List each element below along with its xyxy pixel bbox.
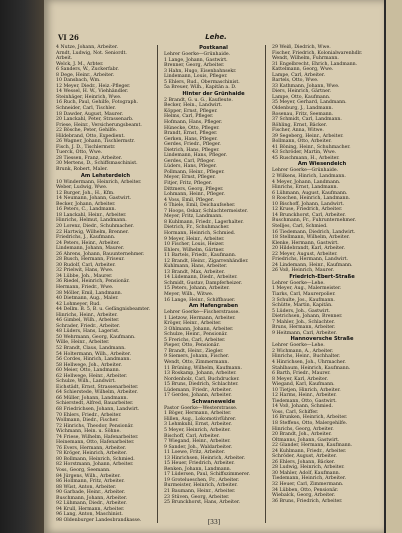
resident-entry: 94 Krull, Hermann, Arbeiter.: [56, 506, 125, 512]
street-heading: Am Lehsterdeich: [80, 172, 131, 179]
resident-entry: 7 Wiegand, Heinr., Arbeiter.: [164, 439, 231, 445]
resident-entry: Bollmann, Otto, Arbeiter.: [272, 139, 332, 145]
resident-entry: Hinrichs, Helmut, Landmann.: [56, 218, 127, 224]
resident-entry: Friedrichs, J., Kaufmann.: [56, 235, 116, 241]
resident-entry: Weber, Ludwig, Wwe.: [56, 185, 108, 191]
resident-entry: 18 Lanckahl, Heinr., Arbeiter.: [56, 212, 127, 218]
resident-entry: Gerdes, Friedr., Pfleger.: [164, 142, 221, 148]
resident-entry: 16 Tiedemann, Diedrich, Landwirt.: [272, 229, 356, 235]
resident-entry: 40 Dietmann, Aug., Maler.: [56, 296, 119, 302]
resident-entry: Köpper, Ernst, Pfleger.: [164, 108, 218, 114]
resident-entry: 26 Ehlers, Johann, Bäcker.: [272, 459, 336, 465]
resident-entry: Rosenau, Fritz, Seemann.: [272, 111, 334, 117]
resident-entry: Klenke, Hermann, Gastwirt.: [272, 240, 339, 246]
resident-entry: 20 Brandt, Joh., Arbeiter.: [272, 432, 332, 438]
resident-entry: Oldenburg, J., Landmann.: [272, 106, 334, 112]
resident-entry: 29 Weiß, Diedrich, Wwe.: [272, 45, 331, 50]
resident-entry: 60 Meier, Otto, Landmann.: [56, 368, 121, 374]
resident-entry: Fischer, Anna, Witwe.: [272, 128, 324, 134]
resident-entry: 1 Lietzow, Hermann, Arbeiter.: [164, 315, 236, 321]
resident-entry: 22 Hartwig, Wilhelm, Brenner.: [56, 229, 129, 235]
resident-entry: 76 Evers, Hermann, Arbeiter.: [56, 445, 127, 451]
resident-entry: Lohmann, Heinr., Pfleger.: [164, 192, 225, 198]
resident-entry: Lehrer Goerke—Lehe.: [272, 343, 325, 349]
resident-entry: Lüdemann, Friedr., Arbeiter.: [164, 387, 232, 393]
resident-entry: 23 Stüven, Georg, Arbeiter.: [164, 494, 230, 500]
resident-entry: 66 Müller, Johann, Landmann.: [56, 395, 128, 401]
resident-entry: 78 Kröger, Heinrich, Arbeiter.: [56, 451, 128, 457]
resident-entry: 15 Heuer, Friedrich, Arbeiter.: [164, 461, 235, 467]
resident-entry: Lampe, Carl, Arbeiter.: [272, 72, 325, 78]
directory-page: [44, 0, 384, 533]
resident-entry: 18 Dawder, August, Maurer.: [56, 111, 124, 117]
resident-entry: Lüders, Hans, Pfleger.: [164, 164, 217, 170]
resident-entry: 14 Voß, Johann, Schmied.: [272, 404, 333, 410]
resident-entry: 16 Ruch, Paul, Gehilfe, Fotograph.: [56, 100, 138, 106]
resident-entry: 30 Mertens, D., Schiffsmaschinist.: [56, 161, 138, 167]
resident-entry: Lindemann, Louis, Pfleger.: [164, 74, 228, 80]
resident-entry: 32 Heuer, Carl, Zimmermann.: [272, 482, 344, 488]
resident-entry: Schneider, Carl, Tischler.: [56, 106, 116, 112]
resident-entry: Schulze, Wilh., Landwirt.: [56, 379, 116, 385]
resident-entry: Hinrichs, Heinr., Arbeiter.: [56, 312, 118, 318]
resident-entry: Schierstedt, Alfred, Bauarbeiter.: [56, 401, 134, 407]
resident-entry: 22 Bösche, Peter, Gehilfe.: [56, 128, 118, 134]
resident-entry: Meyer, Ernst, Pfleger.: [164, 175, 216, 181]
resident-entry: Schröder, August, Arbeiter.: [272, 454, 337, 460]
resident-entry: 30 Mahler, Adolf, Kaufmann.: [272, 470, 341, 476]
street-heading: Am Hafengraben: [188, 303, 239, 310]
resident-entry: Kröger, Heinr., Arbeiter.: [164, 321, 222, 327]
resident-entry: Lehrer Goerke—Grünhaide.: [164, 52, 231, 57]
resident-entry: Wendt, Otto, Zimmermann.: [164, 359, 229, 365]
resident-entry: Hinrichs, Georg, Arbeiter.: [272, 426, 334, 432]
resident-entry: 12 Brandt, Heinr., Zigarrenhändler.: [164, 258, 249, 264]
resident-entry: Schmidt, Gustav, Dampferheizer.: [164, 280, 243, 286]
resident-entry: Kattelmann, Georg, Wwe.: [272, 67, 334, 73]
street-heading: Postkanal: [199, 45, 228, 51]
resident-entry: Tiedemann, Otto, Gastwirt.: [272, 398, 337, 404]
resident-entry: 4 Nutze, Johann, Arbeiter.: [56, 45, 119, 50]
resident-entry: 15 Peters, Johann, Arbeiter.: [164, 286, 230, 292]
address-columns: [56, 45, 374, 523]
resident-entry: 10 Fischer, Louis, Heizer.: [164, 242, 225, 248]
resident-entry: 64 Schierstede, Wilhelm, Arbeiter.: [56, 390, 138, 396]
resident-entry: 14 Neumann, Johann, Gastwirt.: [56, 196, 132, 202]
resident-entry: 35 Meyer, Gerhard, Landmann.: [272, 100, 347, 106]
resident-entry: 28 Ludwig, Heinrich, Arbeiter.: [272, 465, 345, 471]
resident-entry: Lehrer Goerke—Grünhaide.: [272, 168, 339, 174]
resident-entry: Welck, J. M., Arbter.: [56, 61, 104, 67]
resident-entry: 8 Roschen, Heinrich, Landmann.: [272, 196, 351, 202]
resident-entry: Voss, Georg, Seemann.: [56, 468, 111, 474]
resident-entry: 45 Ruschmann, H., Arbeiter.: [272, 155, 340, 161]
page-header: [58, 33, 374, 43]
column-1: [56, 45, 158, 523]
page-footer-code: [33]: [207, 519, 221, 526]
resident-entry: 12 Kruse, Friedrich, Arbeiter.: [272, 207, 343, 213]
resident-entry: 50 Wehrmann, Georg, Kaufmann.: [56, 334, 136, 340]
resident-entry: 58 Hellwege, Joh., Arbeiter.: [56, 362, 122, 368]
resident-entry: 17 Gerdes, Johann, Arbeiter.: [164, 393, 232, 399]
street-heading: Hannoversche Straße: [290, 336, 354, 343]
resident-entry: 4 Meyer, Johann, Landmann.: [272, 179, 341, 185]
resident-entry: 84 Jürgens, Wilh., Arbeiter.: [56, 473, 121, 479]
resident-entry: 3 Ohlmann, Johann, Arbeiter.: [164, 326, 234, 332]
resident-entry: 33 Kathmann, Johann, Wwe.: [272, 83, 340, 89]
resident-entry: Hinrichs, Ernst, Landmann.: [272, 185, 339, 191]
resident-entry: 20 Lanckahl, Peter, Strassenarb.: [56, 117, 134, 123]
street-heading: Schwaneweide: [191, 398, 236, 405]
resident-entry: 3 Schulte, Jos., Kaufmann.: [272, 297, 335, 303]
resident-entry: 37 Schmidt, Carl, Landmann.: [272, 117, 342, 123]
resident-entry: 13 Hinrichsen, Heinrich, Arbeiter.: [164, 455, 246, 461]
resident-entry: 6 Barth, Friedr., Maurer.: [272, 371, 331, 377]
resident-entry: 46 Gimbel, Wilh., Arbeiter.: [56, 318, 120, 324]
resident-entry: Meyer, Wilh., Witwe.: [164, 291, 214, 297]
resident-entry: Dietrich, Fr., Schuhmacher.: [164, 225, 230, 231]
resident-entry: Meyer, Fritz, Landmann.: [164, 214, 223, 220]
resident-entry: 26 Wagner, Johann, Tischlermstr.: [56, 139, 135, 145]
resident-entry: Wille, Heinr., Arbeiter.: [56, 340, 110, 346]
resident-entry: 5 Lüders, Joh., Gastwirt.: [272, 308, 331, 314]
resident-entry: 62 Hellwege, Heinr., Arbeiter.: [56, 373, 128, 379]
resident-entry: Burmeister, Heinrich, Arbeiter.: [164, 483, 238, 489]
resident-entry: 15 Bruns, Diedrich, Schlachter.: [164, 382, 239, 388]
resident-entry: Oltmanns, Johann, Gastwirt.: [272, 437, 340, 443]
resident-entry: 25 Brunckhorst, Hans, Arbeiter.: [164, 500, 241, 506]
resident-entry: Schulze, Heinr., Pensionär.: [164, 332, 228, 338]
resident-entry: 5a Breuer, Wilh., Kapitän a. D.: [164, 85, 237, 91]
resident-entry: 90 Garbade, Heinr., Arbeiter.: [56, 490, 126, 496]
resident-entry: 7 Brandt, Heinr., Ziegler.: [164, 348, 224, 354]
running-head: Lehe.: [205, 33, 227, 41]
resident-entry: Eichstädt, Ernst, Strassenarbeiter.: [56, 384, 139, 390]
resident-entry: 9 Heitmann, Carl, Arbeiter.: [272, 330, 337, 336]
resident-entry: 34 Lübben, Otto, Pensionär.: [272, 487, 339, 493]
resident-entry: 52 Brandt, Claus, Landmann.: [56, 345, 126, 351]
resident-entry: 36 Riedel, Heinrich, Pensionär.: [56, 279, 130, 285]
resident-entry: Lindemann, Johann, Maurer.: [56, 246, 125, 252]
resident-entry: Nordenholz, Carl, Buchdrucker.: [164, 376, 240, 382]
resident-entry: Bartels, Otto, Wwe.: [272, 78, 319, 84]
resident-entry: Stahlbaum, Heinrich, Kaufmann.: [272, 365, 351, 371]
column-2: [164, 45, 266, 523]
resident-entry: 13 Brandt, Max, Arbeiter.: [164, 269, 225, 275]
resident-entry: 74 Friese, Wilhelm, Hafenarbeiter.: [56, 434, 139, 440]
resident-entry: 48 Lüders, Hans, Lagerist.: [56, 329, 120, 335]
resident-entry: 5 Meyer, Heinrich, Arbeiter.: [164, 428, 231, 433]
resident-entry: 82 Horstmann, Johann, Arbeiter.: [56, 462, 134, 468]
resident-entry: Lehrer Goerke—Lehe.: [272, 280, 325, 286]
resident-entry: 34 Lübbe, Joh., Maurer.: [56, 273, 113, 279]
resident-entry: Voss, Carl, Schiffer.: [272, 409, 319, 415]
resident-entry: Brandt, Ernst, Pfleger.: [164, 131, 218, 137]
next-page-edge: [384, 0, 402, 533]
resident-entry: Becker, Hein., Landwirt.: [164, 103, 223, 109]
resident-entry: 26 Ahrens, Johann, Bauunternehmer.: [56, 251, 145, 257]
resident-entry: Schütte, Martin, Kapitän.: [272, 303, 333, 309]
resident-entry: Schrader, Friedr., Arbeiter.: [56, 323, 121, 329]
resident-entry: 22 Glander, Hermann, Kaufmann.: [272, 443, 353, 449]
resident-entry: 6 Lühmann, August, Kaufmann.: [272, 190, 348, 196]
resident-entry: Renken, Johann, Landmann.: [164, 466, 232, 472]
resident-entry: 7 Hoops, Oskar, Schlachtermeister.: [164, 208, 248, 214]
resident-entry: Friedrichs, Hermann, Landwirt.: [272, 257, 348, 263]
resident-entry: Heinemann, Otto, Hafenarbeiter.: [56, 440, 135, 446]
street-heading: Am Wiesendeich: [297, 161, 347, 168]
resident-entry: Tiedemann, Heinrich, Arbeiter.: [272, 476, 346, 482]
resident-entry: 54 Holtermann, Wilh., Arbeiter.: [56, 351, 132, 357]
resident-entry: 2 Wichmann, A., Arbeiter.: [272, 348, 334, 354]
resident-entry: Lindemann, Hans, Pfleger.: [164, 153, 227, 159]
resident-entry: Röhling, Ernst, Bäcker.: [272, 122, 328, 128]
resident-entry: Wollmann, Diedr., Fischer.: [56, 418, 119, 424]
resident-entry: 14 Brunckhorst, Carl, Arbeiter.: [272, 212, 346, 218]
resident-entry: Friese, Heinr., Versicherungsbeamt.: [56, 122, 142, 128]
resident-entry: 80 Bollmann, Heinrich, Schmied.: [56, 456, 135, 462]
resident-entry: 39 Segeberg, Heinr., Arbeiter.: [272, 133, 344, 139]
resident-entry: 24 Lindemann, Heinr., Kaufmann.: [272, 262, 353, 268]
resident-entry: 10 Windermann, Heinrich, Arbeiter.: [56, 179, 142, 185]
resident-entry: Tiarks, Carl, Maurerpolier.: [272, 291, 336, 297]
resident-entry: 96 Lang, Anton, Maschinist.: [56, 512, 123, 518]
resident-entry: Lampe, Otto, Kaufmann.: [272, 94, 331, 100]
resident-entry: Hünecke, Otto, Pfleger.: [164, 125, 220, 131]
resident-entry: Fischer, Friedrich, Kolonialwarenhdlr.: [272, 50, 363, 56]
street-heading: Friedrich-Ebert-Straße: [289, 273, 355, 280]
resident-entry: 12 Harms, Heinr., Arbeiter.: [272, 393, 337, 399]
resident-entry: 72 Hinrichs, Theodor, Pensionär.: [56, 423, 134, 429]
resident-entry: 10 Tietjen, Hinrich, Arbeiter.: [272, 387, 341, 393]
resident-entry: 11 Brüning, Wilhelm, Kaufmann.: [164, 365, 242, 371]
resident-entry: Pastor Goerke—Westerstrasse.: [164, 405, 238, 411]
resident-entry: 5 Frerichs, Carl, Arbeiter.: [164, 337, 226, 343]
resident-entry: 4 Hinrichsen, Joh., Uhrmacher.: [272, 359, 346, 365]
resident-entry: Tuerck, Otto, Wwe.: [56, 150, 103, 156]
street-heading: Hinter der Grünhaide: [182, 90, 245, 97]
resident-entry: 2 Brandt, G. u. G., Kaufleute.: [164, 97, 233, 103]
resident-entry: 28 Busch, Hermann, Friseur.: [56, 257, 125, 263]
resident-entry: 9 Sander, Joh., Waldarbeiter.: [164, 444, 233, 450]
resident-entry: Fitjer, Fritz, Pfleger.: [164, 181, 212, 187]
resident-entry: Hofmann, Hans, Pfleger.: [164, 120, 223, 126]
resident-entry: Dietrichsen, Johann, Brenner.: [272, 314, 343, 320]
resident-entry: Helms, Carl, Pfleger.: [164, 114, 214, 120]
resident-entry: Steinhäger, Heinrich, Wwe.: [56, 94, 122, 100]
column-3: [272, 45, 374, 523]
resident-entry: Wendt, Wilhelm, Fuhrmann.: [272, 56, 339, 62]
resident-entry: 12 Meyer, Diedr., Heiz.-Pfleger.: [56, 83, 131, 89]
resident-entry: 36 Bruns, Friedrich, Arbeiter.: [272, 498, 343, 504]
resident-entry: Buschmann, Fr., Fuhrunternehmer.: [272, 218, 356, 224]
resident-entry: 26 Voß, Heinrich, Maurer.: [272, 268, 334, 274]
resident-entry: Dittmers, Georg, Pfleger.: [164, 186, 224, 192]
resident-entry: 44 Dellm. B. 5, B. u. Gefängnisbeamter.: [56, 307, 151, 313]
resident-entry: Hildebrand, Otto, Expedient.: [56, 133, 125, 139]
resident-entry: 43 Schröder, Martin, Wwe.: [272, 150, 337, 156]
resident-entry: 56 Cordes, Hinrich, Landmann.: [56, 357, 131, 363]
resident-entry: Gerken, Hans, Pfleger.: [164, 136, 218, 142]
resident-entry: 17 Lüdersen, Paul, Schiffszimmerer.: [164, 472, 250, 478]
resident-entry: 7 Mahler, Joh., Schlachter.: [272, 319, 335, 325]
resident-entry: 3 Lehmkuhl, Ernst, Arbeiter.: [164, 422, 232, 428]
resident-entry: 6 Thiele, Emil, Deichaufseher.: [164, 203, 236, 209]
resident-entry: 8 Dege, Heinr., Arbeiter.: [56, 72, 115, 78]
resident-entry: Pollmann, Heinr., Pfleger.: [164, 169, 225, 175]
resident-entry: 70 Ehlers, Friedr., Arbeiter.: [56, 412, 122, 418]
resident-entry: 9 Siemers, Johann, Fischer.: [164, 354, 230, 360]
resident-entry: 31 Engelbrecht, Ehrich, Landmann.: [272, 61, 358, 67]
resident-entry: Ehlers, Wilhelm, Gärtner.: [164, 247, 225, 253]
resident-entry: Kuhlmann, Hans, Arbeiter.: [164, 264, 228, 270]
resident-entry: Diers, Heinrich, Gärtner.: [272, 89, 332, 95]
resident-entry: Fisch, J. D., Tischlermstr.: [56, 144, 116, 150]
resident-entry: 10 Bischoff, Johann, Landwirt.: [272, 201, 344, 207]
resident-entry: Hermann, Friedr., Wwe.: [56, 284, 114, 290]
resident-entry: 28 Tiessen, Franz, Arbeiter.: [56, 155, 122, 161]
resident-entry: 18 Steffens, Otto, Malergehilfe.: [272, 421, 348, 426]
resident-entry: 42 Lohmeyer, Rud.: [56, 301, 101, 307]
resident-entry: Lehrer Goerke—Fischerstrasse.: [164, 310, 240, 316]
resident-entry: 1 Böger, Hermann, Arbeiter.: [164, 411, 232, 417]
previous-page-edge: [0, 0, 44, 533]
resident-entry: 14 Lüdemann, Diedr., Arbeiter.: [164, 275, 238, 281]
resident-entry: Dietrich, Hans, Pfleger.: [164, 147, 220, 153]
resident-entry: 21 Baumann, Heinr., Arbeiter.: [164, 489, 236, 495]
resident-entry: Becker, Johann, Arbeiter.: [56, 201, 116, 207]
resident-entry: 8 Meyer, Karl, Arbeiter.: [272, 376, 328, 382]
resident-entry: Wichmann, Hein. u. Söhne.: [56, 429, 121, 435]
resident-entry: Gerdes, Carl, Pfleger.: [164, 158, 216, 164]
resident-entry: Hormann, Heinrich, Schmied.: [164, 230, 236, 236]
resident-entry: 16 Brunken, Heinrich, Arbeiter.: [272, 415, 348, 421]
resident-entry: 18 Stellmann, Wilhelm, Arbeiter.: [272, 235, 350, 241]
resident-entry: 24 Kuhlmann, Friedr., Arbeiter.: [272, 448, 347, 454]
resident-entry: Wiebalck, Georg, Arbeiter.: [272, 493, 336, 499]
resident-entry: 13 Roskamp, Johann, Arbeiter.: [164, 371, 237, 377]
resident-entry: 30 Rudolf, Carl, Arbeiter.: [56, 262, 116, 268]
resident-entry: Brunk, Robert, Maler.: [56, 167, 108, 173]
resident-entry: 88 Wüst, Anton, Arbeiter.: [56, 484, 117, 490]
resident-entry: 4 Voss, Emil, Pfleger.: [164, 197, 214, 203]
resident-entry: 24 Peters, Heinr., Arbeiter.: [56, 240, 120, 246]
resident-entry: 1 Meyer, Aug., Malermeister.: [272, 286, 342, 292]
resident-entry: 5 Ehlers, Rud., Obermaschinist.: [164, 79, 240, 85]
resident-entry: Buschmann, Johann, Arbeiter.: [56, 495, 128, 501]
resident-entry: 10 Dansbach, Wm.: [56, 78, 101, 84]
resident-entry: 68 Friedrichsen, Johann, Landwirt.: [56, 407, 140, 412]
resident-entry: Brenner, Georg, Arbeiter.: [164, 63, 225, 69]
resident-entry: 16 Lange, Heinr., Schiffbauer.: [164, 297, 236, 303]
resident-entry: 12 Burger, Joh., H., Kfm.: [56, 190, 115, 196]
resident-entry: Hillen, Aug., Lokomotivführer.: [164, 416, 237, 422]
resident-entry: 16 Peters, C., Landmann.: [56, 207, 117, 213]
resident-entry: 1 Lange, Johann, Gastwirt.: [164, 57, 228, 63]
resident-entry: 92 Lühmann, Diedr., Arbeiter.: [56, 501, 127, 507]
resident-entry: 20 Hildebrandt, Karl, Arbeiter.: [272, 246, 346, 252]
resident-entry: 41 Böning, Heinr., Schuhmacher.: [272, 144, 351, 150]
resident-entry: 38 Möller, Emil, Landmann.: [56, 290, 123, 296]
resident-entry: Arndt, Ludwig, Not. Seniordt.: [56, 50, 127, 56]
resident-entry: 22 Meyer, August, Arbeiter.: [272, 251, 338, 257]
resident-entry: 6 Sanders, W., Zuckerfabr.: [56, 67, 119, 73]
resident-entry: 9 Meyer, Heinr., Arbeiter.: [164, 236, 225, 242]
resident-entry: 8 Kuhlmann, Friedr., Lagerhalter.: [164, 219, 244, 225]
resident-entry: 2 Wilkens, Hinrich, Landmann.: [272, 174, 346, 180]
resident-entry: 98 Oldenburger Landesbrandkasse.: [56, 517, 142, 523]
resident-entry: Bischoff, Carl, Arbeiter.: [164, 433, 220, 439]
page-number: VI 26: [58, 33, 79, 42]
resident-entry: Wiegand, Karl, Kaufmann.: [272, 382, 335, 388]
resident-entry: 14 Wessel, H. W., Viehhändler.: [56, 89, 129, 95]
resident-entry: 3 Hahn, Hugo, Eisenbahnsekr.: [164, 68, 237, 74]
resident-entry: Arbeit.: [56, 56, 73, 62]
resident-entry: Bruns, Hermann, Arbeiter.: [272, 325, 336, 331]
resident-entry: Hinrichs, Heinr., Buchhalter.: [272, 354, 341, 360]
resident-entry: Pieper, Otto, Pensionär.: [164, 343, 220, 349]
resident-entry: 11 Loewe, Fritz, Arbeiter.: [164, 450, 226, 456]
resident-entry: 20 Lorenz, Diedr., Schuhmacher.: [56, 223, 134, 229]
resident-entry: 19 Grotelueschen, Fr., Arbeiter.: [164, 477, 240, 483]
resident-entry: Stelljes, Carl, Schmied.: [272, 223, 328, 229]
resident-entry: 11 Bartels, Friedr., Kaufmann.: [164, 253, 237, 259]
resident-entry: 32 Prielwit, Hans, Wwe.: [56, 268, 114, 274]
resident-entry: 86 Hollmann, Fritz, Arbeiter.: [56, 479, 125, 485]
